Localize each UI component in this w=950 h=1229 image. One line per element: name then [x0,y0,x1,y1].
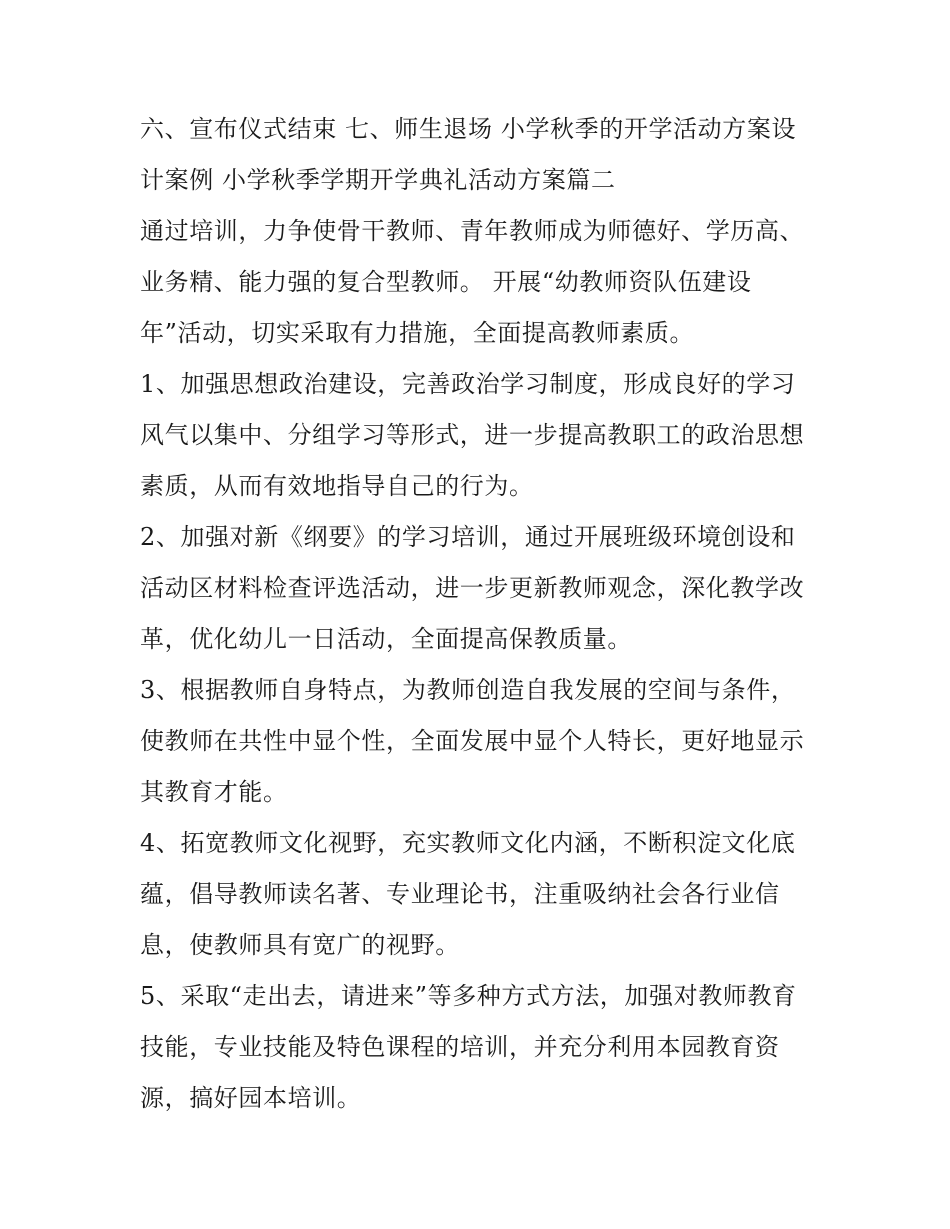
text-line: 3、根据教师自身特点，为教师创造自我发展的空间与条件， [140,676,796,704]
text-line: 2、加强对新《纲要》的学习培训，通过开展班级环境创设和 [140,523,796,551]
text-line: 业务精、能力强的复合型教师。 开展“幼教师资队伍建设 [140,268,752,296]
text-line: 年”活动，切实采取有力措施，全面提高教师素质。 [140,319,695,347]
document-body [140,104,820,1124]
text-line: 计案例 小学秋季学期开学典礼活动方案篇二 [140,166,616,194]
text-line: 1、加强思想政治建设，完善政治学习制度，形成良好的学习 [140,370,796,398]
text-line: 通过培训，力争使骨干教师、青年教师成为师德好、学历高、 [140,217,805,245]
text-line: 蕴，倡导教师读名著、专业理论书，注重吸纳社会各行业信 [140,880,780,908]
text-line: 风气以集中、分组学习等形式，进一步提高教职工的政治思想 [140,421,805,449]
text-line: 其教育才能。 [140,778,288,806]
text-line: 使教师在共性中显个性，全面发展中显个人特长，更好地显示 [140,727,805,755]
text-line: 息，使教师具有宽广的视野。 [140,931,460,959]
text-line: 活动区材料检查评选活动，进一步更新教师观念，深化教学改 [140,574,805,602]
text-line: 技能，专业技能及特色课程的培训，并充分利用本园教育资 [140,1033,780,1061]
text-line: 革，优化幼儿一日活动，全面提高保教质量。 [140,625,632,653]
text-line: 六、宣布仪式结束 七、师生退场 小学秋季的开学活动方案设 [140,115,797,143]
text-line: 5、采取“走出去，请进来”等多种方式方法，加强对教师教育 [140,982,797,1010]
text-line: 4、拓宽教师文化视野，充实教师文化内涵，不断积淀文化底 [140,829,796,857]
text-line: 源，搞好园本培训。 [140,1084,362,1112]
text-line: 素质，从而有效地指导自己的行为。 [140,472,534,500]
